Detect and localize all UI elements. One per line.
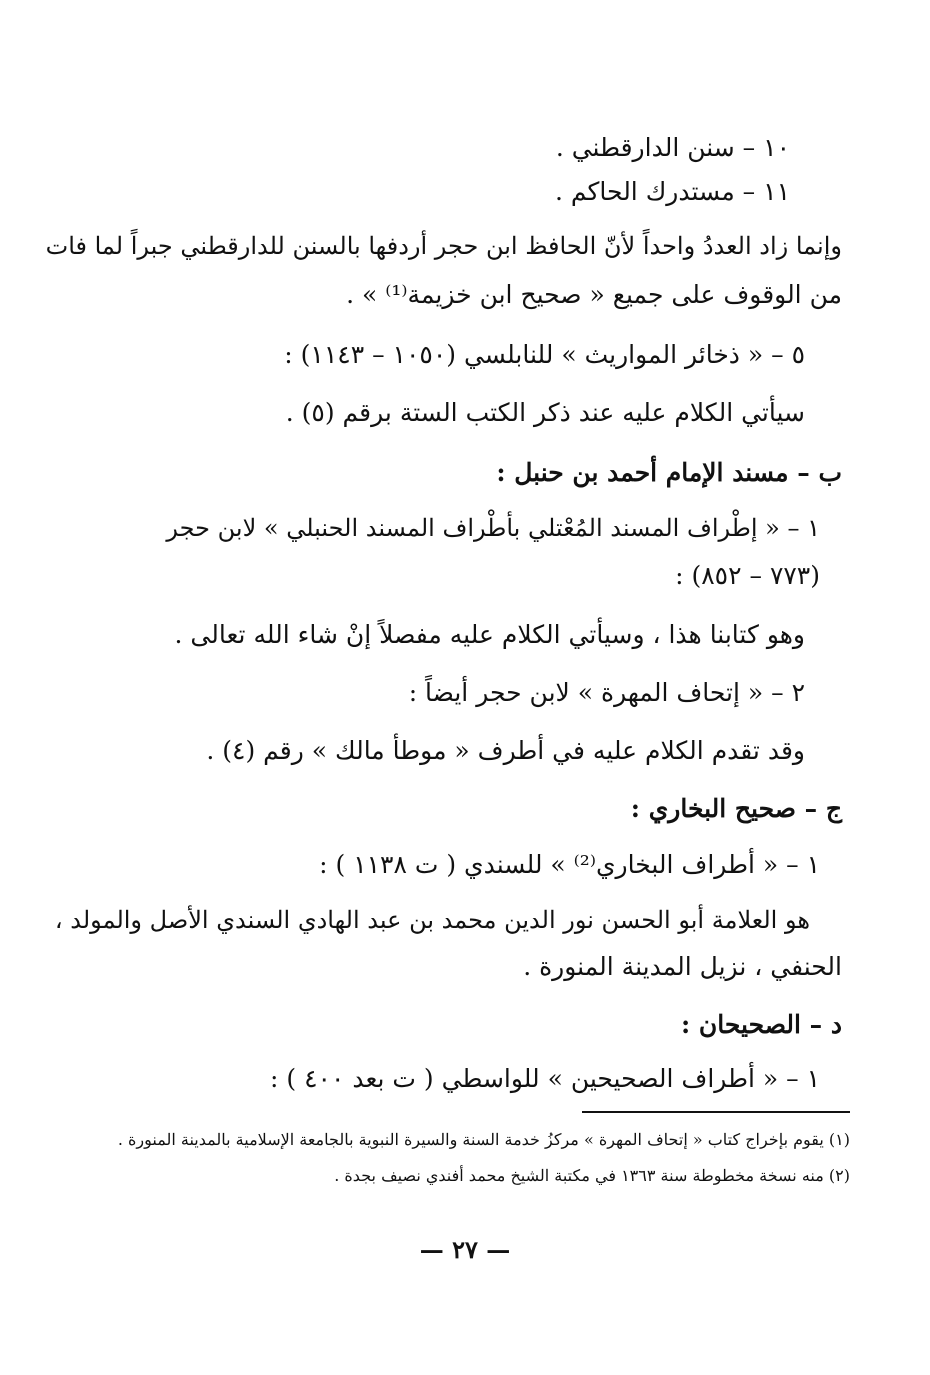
paragraph-line: وهو كتابنا هذا ، وسيأتي الكلام عليه مفصلاً إنْ شاء الله تعالى . xyxy=(174,620,805,649)
footnote-2: (٢) منه نسخة مخطوطة سنة ١٣٦٣ في مكتبة الشيخ محمد أفندي نصيف بجدة . xyxy=(334,1166,850,1185)
section-heading-j: ج – صحيح البخاري : xyxy=(630,794,842,823)
page-number: — ٢٧ — xyxy=(419,1235,511,1264)
list-item-1: ١ – « أطراف البخاري⁽²⁾ » للسندي ( ت ١١٣٨ ) : xyxy=(319,850,820,879)
list-item-1: ١ – « إطْراف المسند المُعْتلي بأطْراف المسند الحنبلي » لابن حجر xyxy=(166,514,820,542)
paragraph-line: هو العلامة أبو الحسن نور الدين محمد بن عبد الهادي السندي الأصل والمولد ، xyxy=(54,906,810,934)
list-item-1: ١ – « أطراف الصحيحين » للواسطي ( ت بعد ٤٠٠ ) : xyxy=(270,1064,820,1093)
footnote-1: (١) يقوم بإخراج كتاب « إتحاف المهرة » مركزُ خدمة السنة والسيرة النبوية بالجامعة الإسلامية بالمدينة المنورة . xyxy=(117,1130,850,1149)
list-item-10: ١٠ – سنن الدارقطني . xyxy=(555,133,790,162)
list-item-5: ٥ – « ذخائر المواريث » للنابلسي (١٠٥٠ – ١١٤٣) : xyxy=(284,340,805,369)
paragraph-line: من الوقوف على جميع « صحيح ابن خزيمة⁽¹⁾ » . xyxy=(346,280,842,309)
footnote-divider xyxy=(582,1111,850,1113)
paragraph-line: وإنما زاد العددُ واحداً لأنّ الحافظ ابن حجر أردفها بالسنن للدارقطني جبراً لما فات xyxy=(45,232,842,260)
paragraph-line: وقد تقدم الكلام عليه في أطرف « موطأ مالك » رقم (٤) . xyxy=(206,736,805,765)
paragraph-line: الحنفي ، نزيل المدينة المنورة . xyxy=(523,952,842,981)
paragraph-line: سيأتي الكلام عليه عند ذكر الكتب الستة برقم (٥) . xyxy=(285,398,805,427)
paragraph-line: (٧٧٣ – ٨٥٢) : xyxy=(675,561,820,590)
list-item-11: ١١ – مستدرك الحاكم . xyxy=(555,177,790,206)
list-item-2: ٢ – « إتحاف المهرة » لابن حجر أيضاً : xyxy=(408,678,805,707)
section-heading-b: ب – مسند الإمام أحمد بن حنبل : xyxy=(496,458,842,487)
section-heading-d: د – الصحيحان : xyxy=(680,1010,842,1039)
